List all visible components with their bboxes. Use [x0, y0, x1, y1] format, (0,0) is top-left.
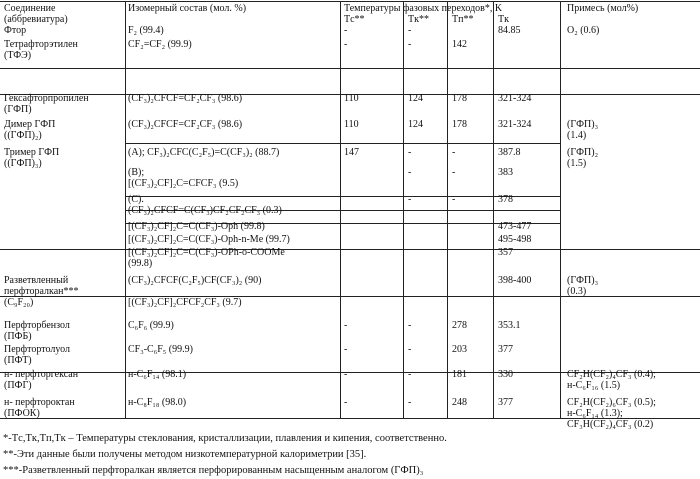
isomer-composition: [(CF₃)₂CF]₂C=C(CF₃)-OPh-o-COOMe	[128, 247, 285, 258]
header-impurity: Примесь (мол%)	[567, 3, 639, 14]
temperature-value: 203	[452, 344, 467, 355]
temperature-value: 124	[408, 119, 423, 130]
row-divider	[125, 196, 560, 197]
column-divider	[340, 1, 341, 418]
header-temp-sub: Tк	[498, 14, 509, 25]
compound-name: Фтор	[4, 25, 27, 36]
isomer-composition: н-C₆F₁₄ (98.1)	[128, 369, 187, 380]
temperature-value: 278	[452, 320, 467, 331]
compound-name: Тример ГФП	[4, 147, 60, 158]
compound-name: (ТФЭ)	[4, 50, 32, 61]
compound-name: (ПФГ)	[4, 380, 32, 391]
temperature-value: -	[344, 397, 348, 408]
compound-name: (C₉F₂₀)	[4, 297, 34, 308]
impurity-value: (1.4)	[567, 130, 587, 141]
footnote-2: **-Эти данные были получены методом низкотемпературной калориметрии [35].	[3, 449, 367, 460]
impurity-value: (1.5)	[567, 158, 587, 169]
impurity-value: (ГФП)₃	[567, 119, 599, 130]
temperature-value: 378	[498, 194, 513, 205]
compound-name: (ПФОК)	[4, 408, 40, 419]
column-divider	[403, 1, 404, 418]
isomer-composition: (A); CF₃)₂CFC(C₂F₅)=C(CF₃)₂ (88.7)	[128, 147, 280, 158]
temperature-value: -	[408, 39, 412, 50]
column-divider	[447, 1, 448, 418]
temperature-value: -	[408, 320, 412, 331]
footnote-3: ***-Разветвленный перфторалкан является перфорированным насыщенным аналогом (ГФП)₃	[3, 465, 424, 476]
isomer-composition: [(CF₃)₂CF]₂CFCF₂CF₃ (9.7)	[128, 297, 242, 308]
temperature-value: -	[408, 25, 412, 36]
footnote-1: *-Tс,Tк,Tп,Tк – Температуры стеклования, кристаллизации, плавления и кипения, соответственно.	[3, 433, 447, 444]
isomer-composition: (C).	[128, 194, 144, 205]
temperature-value: -	[408, 194, 412, 205]
compound-name: перфторалкан***	[4, 286, 79, 297]
isomer-composition: (99.8)	[128, 258, 153, 269]
header-composition: Изомерный состав (мол. %)	[128, 3, 247, 14]
impurity-value: (0.3)	[567, 286, 587, 297]
header-temp-sub: Tс**	[344, 14, 365, 25]
impurity-value: (ГФП)₃	[567, 275, 599, 286]
temperature-value: -	[408, 167, 412, 178]
impurity-value: CF₃H(CF₂)₄CF₃ (0.2)	[567, 419, 654, 430]
header-abbreviation: (аббревиатура)	[4, 14, 68, 25]
temperature-value: 178	[452, 119, 467, 130]
isomer-composition: (B);	[128, 167, 145, 178]
temperature-value: 142	[452, 39, 467, 50]
temperature-value: 124	[408, 93, 423, 104]
temperature-value: 248	[452, 397, 467, 408]
compound-name: н- перфторгексан	[4, 369, 79, 380]
isomer-composition: F₂ (99.4)	[128, 25, 164, 36]
temperature-value: -	[344, 344, 348, 355]
row-divider	[0, 296, 700, 297]
temperature-value: -	[452, 167, 456, 178]
header-temperatures: Температуры фазовых переходов*, K	[344, 3, 503, 14]
temperature-value: -	[344, 39, 348, 50]
header-temp-sub: Tп**	[452, 14, 474, 25]
compound-name: Разветвленный	[4, 275, 69, 286]
column-divider	[560, 1, 561, 418]
temperature-value: 330	[498, 369, 513, 380]
row-divider	[0, 249, 700, 250]
compound-name: н- перфтороктан	[4, 397, 75, 408]
compound-name: (ГФП)	[4, 104, 32, 115]
isomer-composition: [(CF₃)₂CF]₂C=C(CF₃)-Oph (99.8)	[128, 221, 265, 232]
isomer-composition: н-C₈F₁₈ (98.0)	[128, 397, 187, 408]
temperature-value: -	[408, 369, 412, 380]
temperature-value: 495-498	[498, 234, 532, 245]
compound-name: Димер ГФП	[4, 119, 56, 130]
isomer-composition: CF₂=CF₂ (99.9)	[128, 39, 192, 50]
temperature-value: -	[408, 147, 412, 158]
impurity-value: O₂ (0.6)	[567, 25, 600, 36]
temperature-value: 357	[498, 247, 513, 258]
isomer-composition: (CF₃)₂CFCF=C(CF₃)CF₂CF₂CF₃ (0.3)	[128, 205, 282, 216]
temperature-value: 84.85	[498, 25, 521, 36]
temperature-value: 321-324	[498, 119, 532, 130]
temperature-value: -	[408, 397, 412, 408]
isomer-composition: (CF₃)₂CFCF=CF₂CF₃ (98.6)	[128, 119, 243, 130]
isomer-composition: [(CF₃)₂CF]₂C=CFCF₃ (9.5)	[128, 178, 239, 189]
isomer-composition: CF₃-C₆F₅ (99.9)	[128, 344, 193, 355]
compound-name: ((ГФП)₂)	[4, 130, 42, 141]
temperature-value: 110	[344, 119, 359, 130]
row-divider	[125, 143, 560, 144]
temperature-value: -	[452, 147, 456, 158]
temperature-value: 147	[344, 147, 359, 158]
temperature-value: 353.1	[498, 320, 521, 331]
compound-name: Перфтортолуол	[4, 344, 70, 355]
impurity-value: CF₂H(CF₂)₄CF₃ (0.4);	[567, 369, 656, 380]
impurity-value: (ГФП)₂	[567, 147, 599, 158]
temperature-value: 181	[452, 369, 467, 380]
compound-name: Тетрафторэтилен	[4, 39, 78, 50]
compound-name: (ПФТ)	[4, 355, 32, 366]
temperature-value: 398-400	[498, 275, 532, 286]
temperature-value: -	[408, 344, 412, 355]
temperature-value: 377	[498, 397, 513, 408]
isomer-composition: C₆F₆ (99.9)	[128, 320, 174, 331]
row-divider	[0, 68, 700, 69]
impurity-value: н-C₆F₁₄ (1.3);	[567, 408, 623, 419]
temperature-value: 377	[498, 344, 513, 355]
compound-name: Перфторбензол	[4, 320, 70, 331]
isomer-composition: (CF₃)₂CFCF=CF₂CF₃ (98.6)	[128, 93, 243, 104]
temperature-value: -	[344, 320, 348, 331]
impurity-value: н-C₆F₁₆ (1.5)	[567, 380, 621, 391]
temperature-value: 178	[452, 93, 467, 104]
isomer-composition: [(CF₃)₂CF]₂C=C(CF₃)-Oph-n-Me (99.7)	[128, 234, 290, 245]
header-temp-sub: Tк**	[408, 14, 429, 25]
column-divider	[125, 1, 126, 418]
isomer-composition: (CF₃)₂CFCF(C₂F₅)CF(CF₃)₂ (90)	[128, 275, 262, 286]
temperature-value: 110	[344, 93, 359, 104]
temperature-value: 387.8	[498, 147, 521, 158]
compound-name: Гексафторпропилен	[4, 93, 89, 104]
temperature-value: 383	[498, 167, 513, 178]
temperature-value: -	[452, 194, 456, 205]
temperature-value: -	[344, 25, 348, 36]
compound-name: (ПФБ)	[4, 331, 32, 342]
column-divider	[493, 1, 494, 418]
row-divider	[0, 1, 700, 2]
temperature-value: 473-477	[498, 221, 532, 232]
compound-name: ((ГФП)₃)	[4, 158, 42, 169]
impurity-value: CF₂H(CF₂)₆CF₃ (0.5);	[567, 397, 656, 408]
temperature-value: 321-324	[498, 93, 532, 104]
temperature-value: -	[344, 369, 348, 380]
header-compound: Соединение	[4, 3, 56, 14]
